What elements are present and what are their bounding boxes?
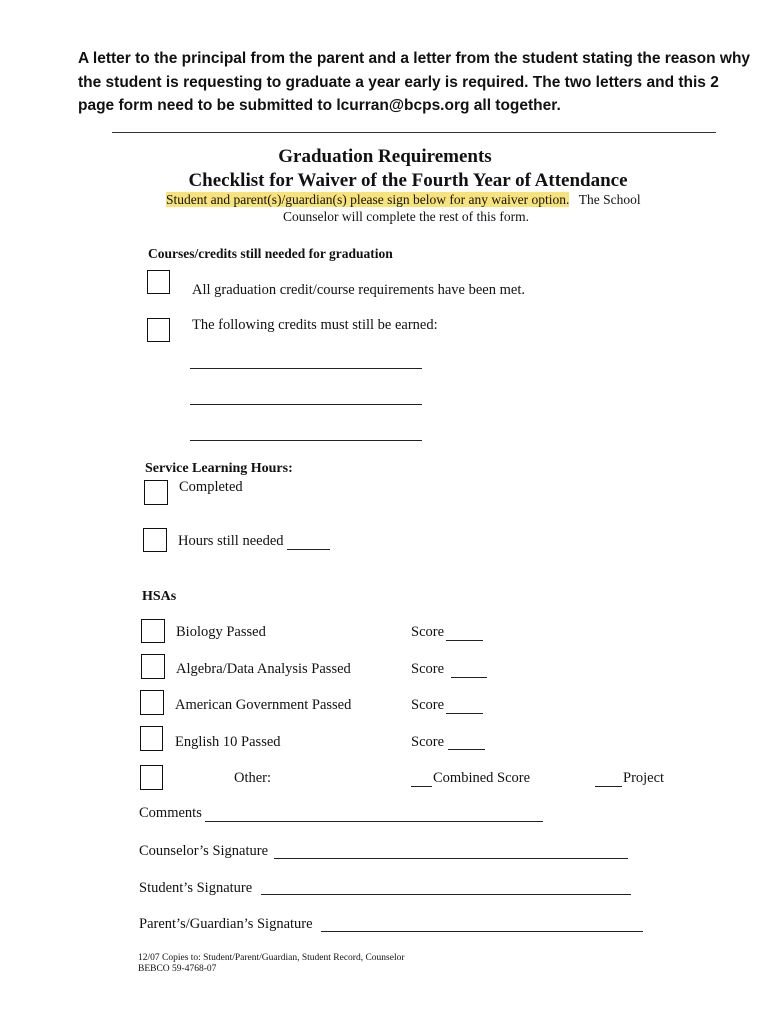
english-10-checkbox[interactable] [140,726,163,751]
credit-line-1[interactable] [190,368,422,369]
instructions-line-1 [166,192,641,208]
courses-needed-label: The following credits must still be earned: [192,317,438,333]
counselor-signature-line[interactable] [274,858,628,859]
algebra-score-label: Score [411,661,445,677]
form-title: Graduation Requirements [278,146,492,167]
credit-line-2[interactable] [190,404,422,405]
footer-copies: 12/07 Copies to: Student/Parent/Guardian, Student Record, Counselor [138,953,405,963]
footer-form-number: BEBCO 59-4768-07 [138,964,217,974]
hsas-heading: HSAs [142,589,177,604]
algebra-checkbox[interactable] [141,654,165,679]
biology-score-line[interactable] [446,640,483,641]
project-label: Project [623,770,665,786]
combined-score-label: Combined Score [433,770,531,786]
instructions-line-2: Counselor will complete the rest of this form. [283,209,529,224]
biology-label: Biology Passed [176,624,266,640]
parent-signature-label: Parent’s/Guardian’s Signature [139,916,313,932]
comments-line[interactable] [205,821,543,822]
instructions-rest-1: The School [578,192,641,207]
american-government-score-line[interactable] [446,713,483,714]
american-government-checkbox[interactable] [140,690,164,715]
biology-score-label: Score [411,624,445,640]
english-10-label: English 10 Passed [175,734,281,750]
courses-met-label: All graduation credit/course requirements have been met. [192,282,525,298]
courses-met-checkbox[interactable] [147,270,170,294]
english-10-score-label: Score [411,734,445,750]
service-hours-line[interactable] [287,549,330,550]
service-completed-checkbox[interactable] [144,480,168,505]
student-signature-label: Student’s Signature [139,880,253,896]
combined-score-line[interactable] [411,786,432,787]
service-completed-label: Completed [179,479,243,495]
algebra-score-line[interactable] [451,677,487,678]
courses-needed-checkbox[interactable] [147,318,170,342]
service-needed-label: Hours still needed [178,533,284,549]
instructions-highlight-bold: Student and parent(s)/guardian(s) please sign below [166,192,447,207]
student-signature-line[interactable] [261,894,631,895]
courses-heading: Courses/credits still needed for graduation [148,246,393,261]
intro-line-1: A letter to the principal from the parent and a letter from the student stating the reason why [78,50,751,67]
project-line[interactable] [595,786,622,787]
algebra-label: Algebra/Data Analysis Passed [176,661,351,677]
service-needed-checkbox[interactable] [143,528,167,552]
intro-line-3: page form need to be submitted to lcurran@bcps.org all together. [78,97,561,114]
service-heading: Service Learning Hours: [145,461,293,476]
form-subtitle: Checklist for Waiver of the Fourth Year of Attendance [188,170,628,191]
credit-line-3[interactable] [190,440,422,441]
biology-checkbox[interactable] [141,619,165,643]
counselor-signature-label: Counselor’s Signature [139,843,269,859]
header-divider [112,132,716,133]
american-government-label: American Government Passed [175,697,352,713]
parent-signature-line[interactable] [321,931,643,932]
comments-label: Comments [139,805,202,821]
other-checkbox[interactable] [140,765,163,790]
other-label: Other: [234,770,272,786]
intro-line-2: the student is requesting to graduate a year early is required. The two letters and this 2 [78,74,719,91]
american-government-score-label: Score [411,697,445,713]
english-10-score-line[interactable] [448,749,485,750]
instructions-highlight-rest: for any waiver option. [446,192,570,207]
